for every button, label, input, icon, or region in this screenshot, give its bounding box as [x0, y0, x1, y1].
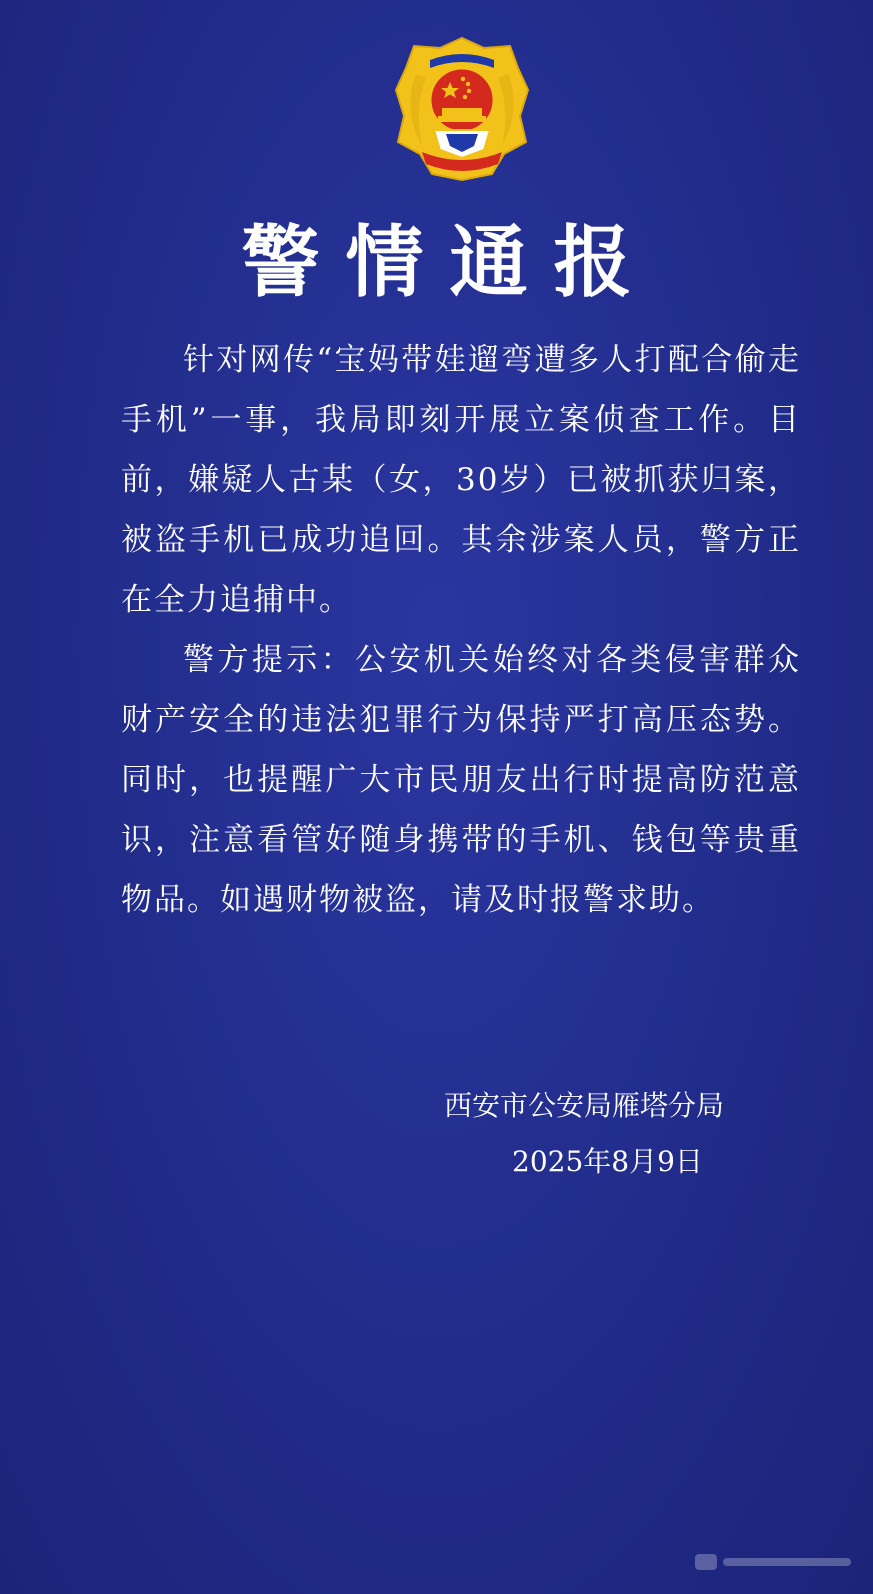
- watermark-icon: [695, 1548, 855, 1576]
- notice-paragraph: 警方提示：公安机关始终对各类侵害群众财产安全的违法犯罪行为保持严打高压态势。同时，也提醒广大市民朋友出行时提高防范意识，注意看管好随身携带的手机、钱包等贵重物品。如遇财物被盗，请及时报警求助。: [121, 642, 801, 918]
- notice-paragraph: 针对网传“宝妈带娃遛弯遭多人打配合偷走手机”一事，我局即刻开展立案侦查工作。目前，嫌疑人古某（女，30岁）已被抓获归案，被盗手机已成功追回。其余涉案人员，警方正在全力追捕中。: [121, 342, 801, 618]
- notice-title: 警情通报: [241, 218, 658, 308]
- signature-organization: 西安市公安局雁塔分局: [444, 1089, 725, 1122]
- police-emblem-icon: [392, 34, 532, 184]
- notice-body: [121, 330, 801, 930]
- notice-signature: [400, 1078, 800, 1190]
- signature-date: 2025年8月9日: [512, 1145, 703, 1178]
